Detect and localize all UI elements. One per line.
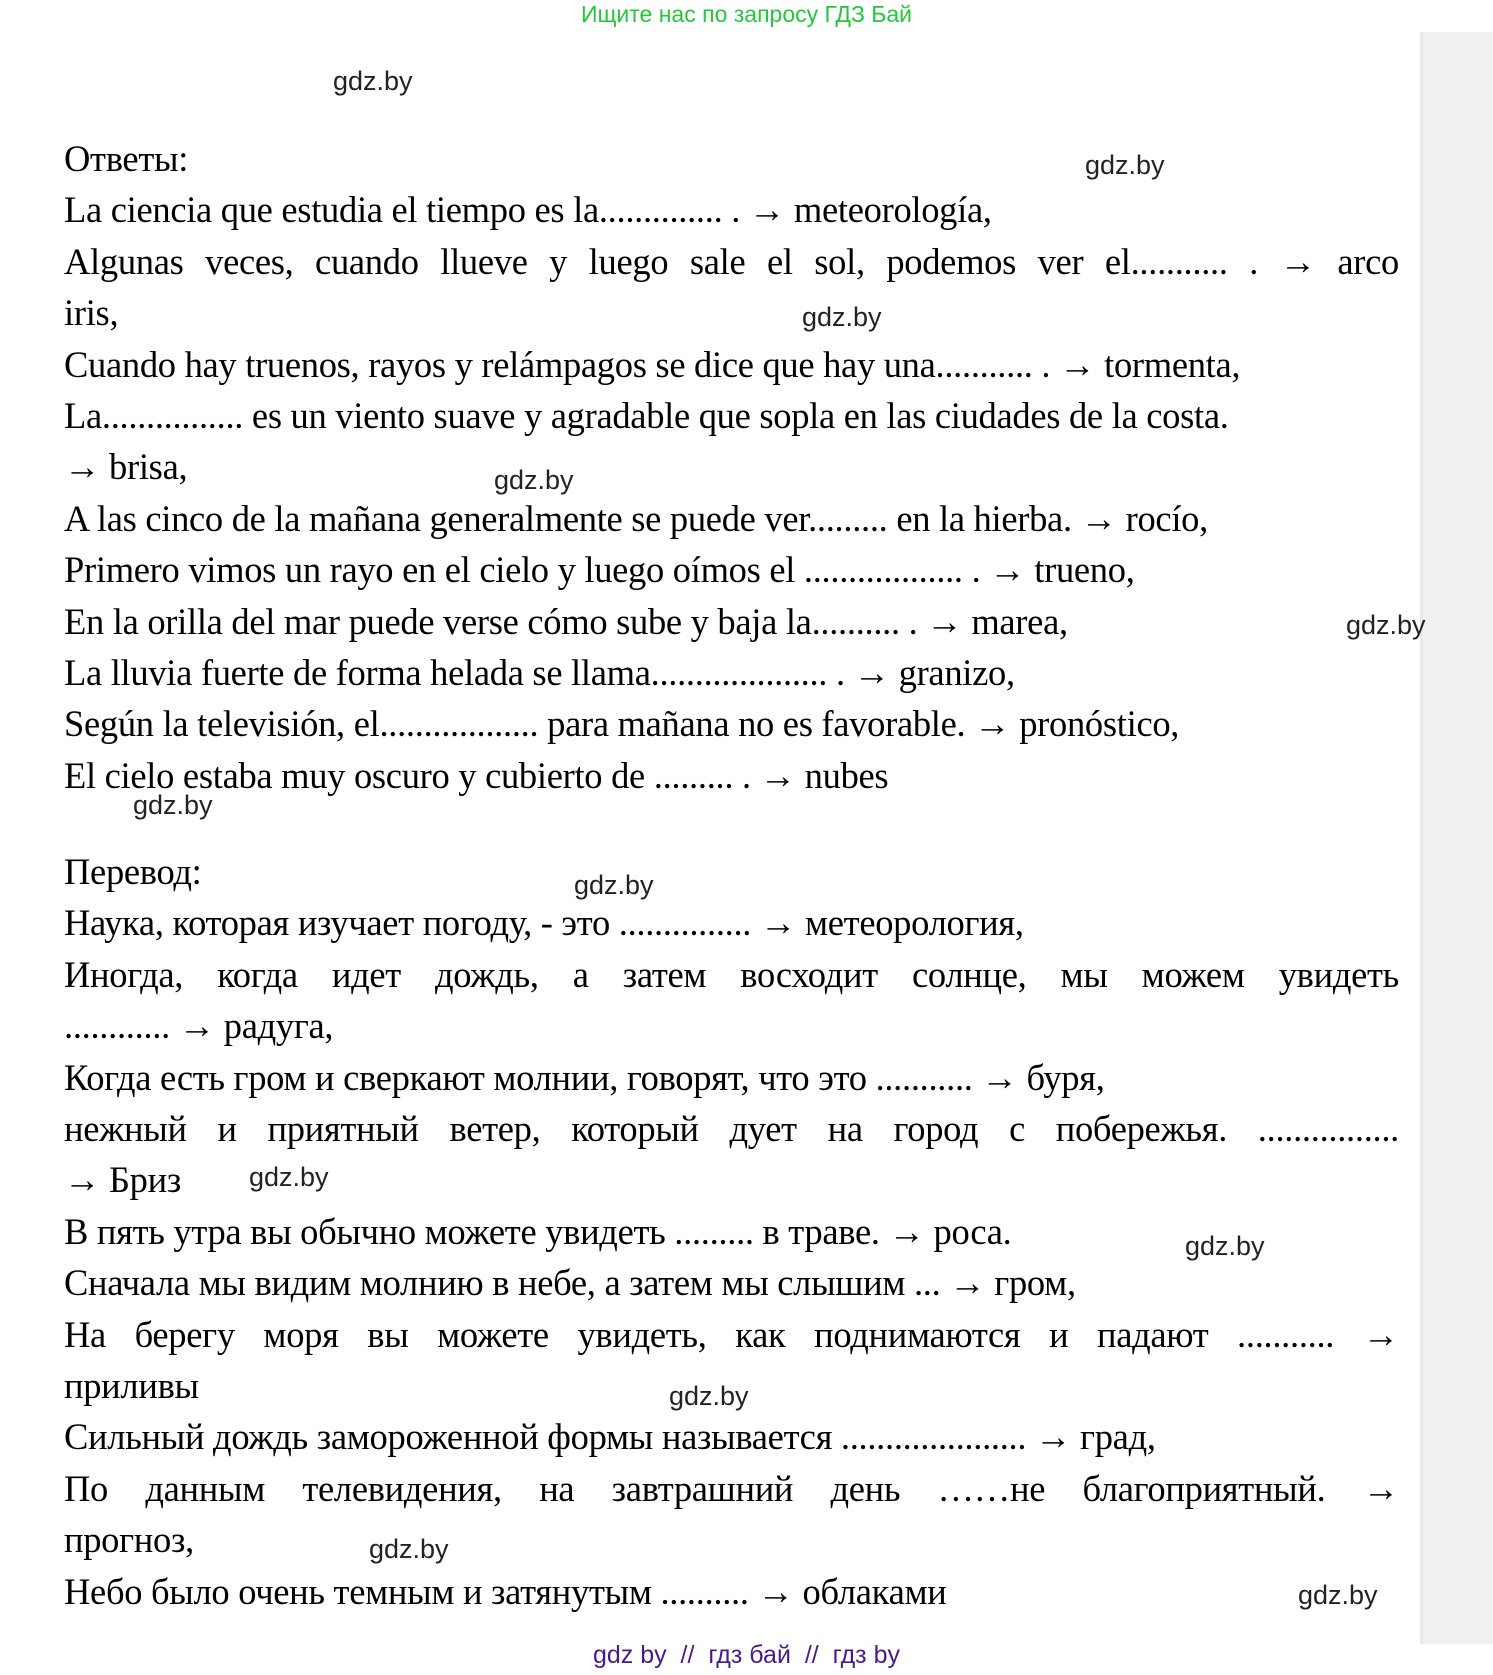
watermark: gdz.by — [669, 1381, 749, 1411]
watermark: gdz.by — [333, 66, 413, 96]
translation-line: В пять утра вы обычно можете увидеть ......... в траве. → роса. — [64, 1210, 1012, 1252]
translation-line: На берегу моря вы можете увидеть, как поднимаются и падают ........... → — [64, 1313, 1399, 1355]
translation-line: Сильный дождь замороженной формы называется ..................... → град, — [64, 1416, 1156, 1458]
answer-line: Algunas veces, cuando llueve y luego sale el sol, podemos ver el........... . → arco — [64, 240, 1399, 282]
answer-line: La................ es un viento suave y agradable que sopla en las ciudades de la costa. — [64, 394, 1229, 436]
watermark: gdz.by — [802, 302, 882, 332]
translation-line: → Бриз — [64, 1159, 181, 1201]
answer-line: La lluvia fuerte de forma helada se llama.................... . → granizo, — [64, 651, 1015, 693]
watermark: gdz.by — [133, 790, 213, 820]
translation-heading: Перевод: — [64, 851, 202, 893]
answer-line: Cuando hay truenos, rayos y relámpagos se dice que hay una........... . → tormenta, — [64, 343, 1241, 385]
answer-line: Primero vimos un rayo en el cielo y luego oímos el .................. . → trueno, — [64, 549, 1135, 591]
answer-line: → brisa, — [64, 446, 188, 488]
watermark: gdz.by — [1346, 610, 1426, 640]
translation-line: Сначала мы видим молнию в небе, а затем мы слышим ... → гром, — [64, 1262, 1076, 1304]
watermark: gdz.by — [249, 1162, 329, 1192]
watermark: gdz.by — [1085, 150, 1165, 180]
translation-line: нежный и приятный ветер, который дует на город с побережья. ................ — [64, 1108, 1399, 1150]
search-banner: Ищите нас по запросу ГДЗ Бай — [580, 1, 913, 27]
answers-heading: Ответы: — [64, 138, 189, 179]
answer-line: En la orilla del mar puede verse cómo sube y baja la.......... . → marea, — [64, 600, 1068, 642]
answer-line: Según la televisión, el.................. para mañana no es favorable. → pronóstico, — [64, 703, 1180, 745]
watermark: gdz.by — [1298, 1580, 1378, 1610]
watermark: gdz.by — [494, 465, 574, 495]
watermark: gdz.by — [1185, 1231, 1265, 1261]
side-panel — [1420, 32, 1493, 1644]
translation-line: Иногда, когда идет дождь, а затем восходит солнце, мы можем увидеть — [64, 953, 1399, 995]
translation-line: приливы — [64, 1364, 199, 1406]
answer-line: A las cinco de la mañana generalmente se puede ver......... en la hierba. → rocío, — [64, 497, 1208, 539]
answer-line: El cielo estaba muy oscuro y cubierto de ......... . → nubes — [64, 754, 889, 796]
translation-line: Небо было очень темным и затянутым .......... → облаками — [64, 1570, 947, 1612]
footer-links: gdz by // гдз бай // гдз by — [592, 1641, 900, 1669]
answer-line: iris, — [64, 292, 119, 334]
translation-line: прогноз, — [64, 1519, 194, 1561]
watermark: gdz.by — [574, 870, 654, 900]
translation-line: Наука, которая изучает погоду, - это ............... → метеорология, — [64, 902, 1024, 944]
translation-line: ............ → радуга, — [64, 1005, 334, 1047]
translation-line: Когда есть гром и сверкают молнии, говорят, что это ........... → буря, — [64, 1056, 1105, 1098]
watermark: gdz.by — [369, 1534, 449, 1564]
answer-line: La ciencia que estudia el tiempo es la.............. . → meteorología, — [64, 189, 992, 231]
translation-line: По данным телевидения, на завтрашний день ……не благоприятный. → — [64, 1467, 1399, 1509]
